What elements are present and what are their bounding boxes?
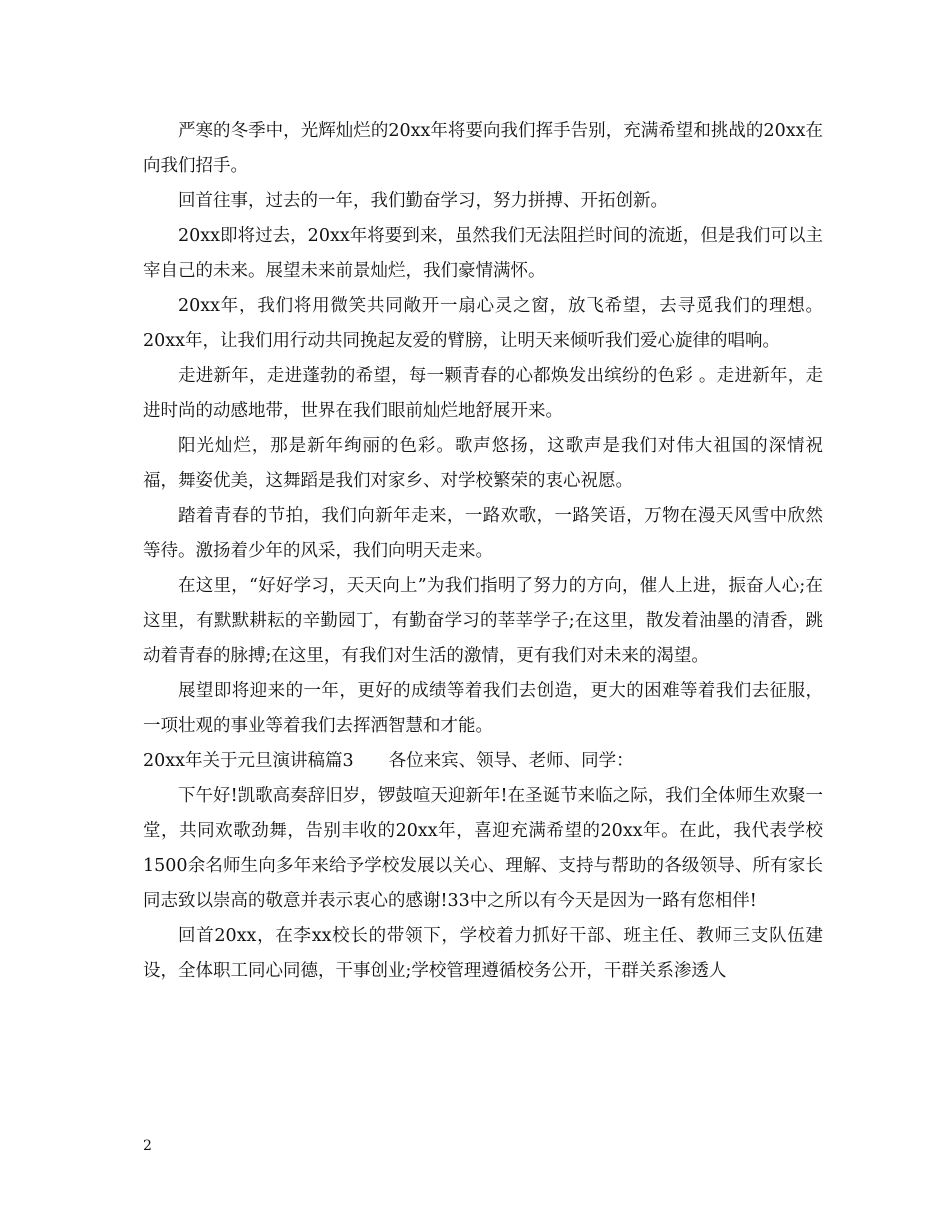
paragraph: 踏着青春的节拍，我们向新年走来，一路欢歌，一路笑语，万物在漫天风雪中欣然等待。激扬着少年的风采，我们向明天走来。 — [143, 506, 823, 561]
page-number: 2 — [143, 1138, 152, 1154]
paragraph: 展望即将迎来的一年，更好的成绩等着我们去创造，更大的困难等着我们去征服，一项壮观的事业等着我们去挥洒智慧和才能。 — [143, 681, 823, 736]
paragraph: 回首往事，过去的一年，我们勤奋学习，努力拼搏、开拓创新。 — [178, 191, 668, 211]
paragraph: 20xx即将过去，20xx年将要到来，虽然我们无法阻拦时间的流逝，但是我们可以主宰自己的未来。展望未来前景灿烂，我们豪情满怀。 — [143, 226, 823, 281]
paragraph: 走进新年，走进蓬勃的希望，每一颗青春的心都焕发出缤纷的色彩 。走进新年，走进时尚的动感地带，世界在我们眼前灿烂地舒展开来。 — [143, 366, 823, 421]
paragraph: 严寒的冬季中，光辉灿烂的20xx年将要向我们挥手告别，充满希望和挑战的20xx在向我们招手。 — [143, 121, 823, 176]
paragraph: 在这里，“好好学习，天天向上”为我们指明了努力的方向，催人上进，振奋人心;在这里，有默默耕耘的辛勤园丁，有勤奋学习的莘莘学子;在这里，散发着油墨的清香，跳动着青春的脉搏;在这里，有我们对生活的激情，更有我们对未来的渴望。 — [143, 576, 823, 666]
document-body — [143, 114, 823, 989]
section-heading: 20xx年关于元旦演讲稿篇3 各位来宾、领导、老师、同学： — [143, 751, 634, 771]
paragraph: 20xx年，我们将用微笑共同敞开一扇心灵之窗，放飞希望，去寻觅我们的理想。20xx年，让我们用行动共同挽起友爱的臂膀，让明天来倾听我们爱心旋律的唱响。 — [143, 296, 823, 351]
paragraph: 阳光灿烂，那是新年绚丽的色彩。歌声悠扬，这歌声是我们对伟大祖国的深情祝福，舞姿优美，这舞蹈是我们对家乡、对学校繁荣的衷心祝愿。 — [143, 436, 823, 491]
paragraph: 回首20xx，在李xx校长的带领下，学校着力抓好干部、班主任、教师三支队伍建设，全体职工同心同德，干事创业;学校管理遵循校务公开，干群关系渗透人 — [143, 926, 823, 981]
paragraph: 下午好!凯歌高奏辞旧岁，锣鼓喧天迎新年!在圣诞节来临之际，我们全体师生欢聚一堂，共同欢歌劲舞，告别丰收的20xx年，喜迎充满希望的20xx年。在此，我代表学校1500余名师生向多年来给予学校发展以关心、理解、支持与帮助的各级领导、所有家长同志致以崇高的敬意并表示衷心的感谢!33中之所以有今天是因为一路有您相伴! — [143, 786, 823, 911]
